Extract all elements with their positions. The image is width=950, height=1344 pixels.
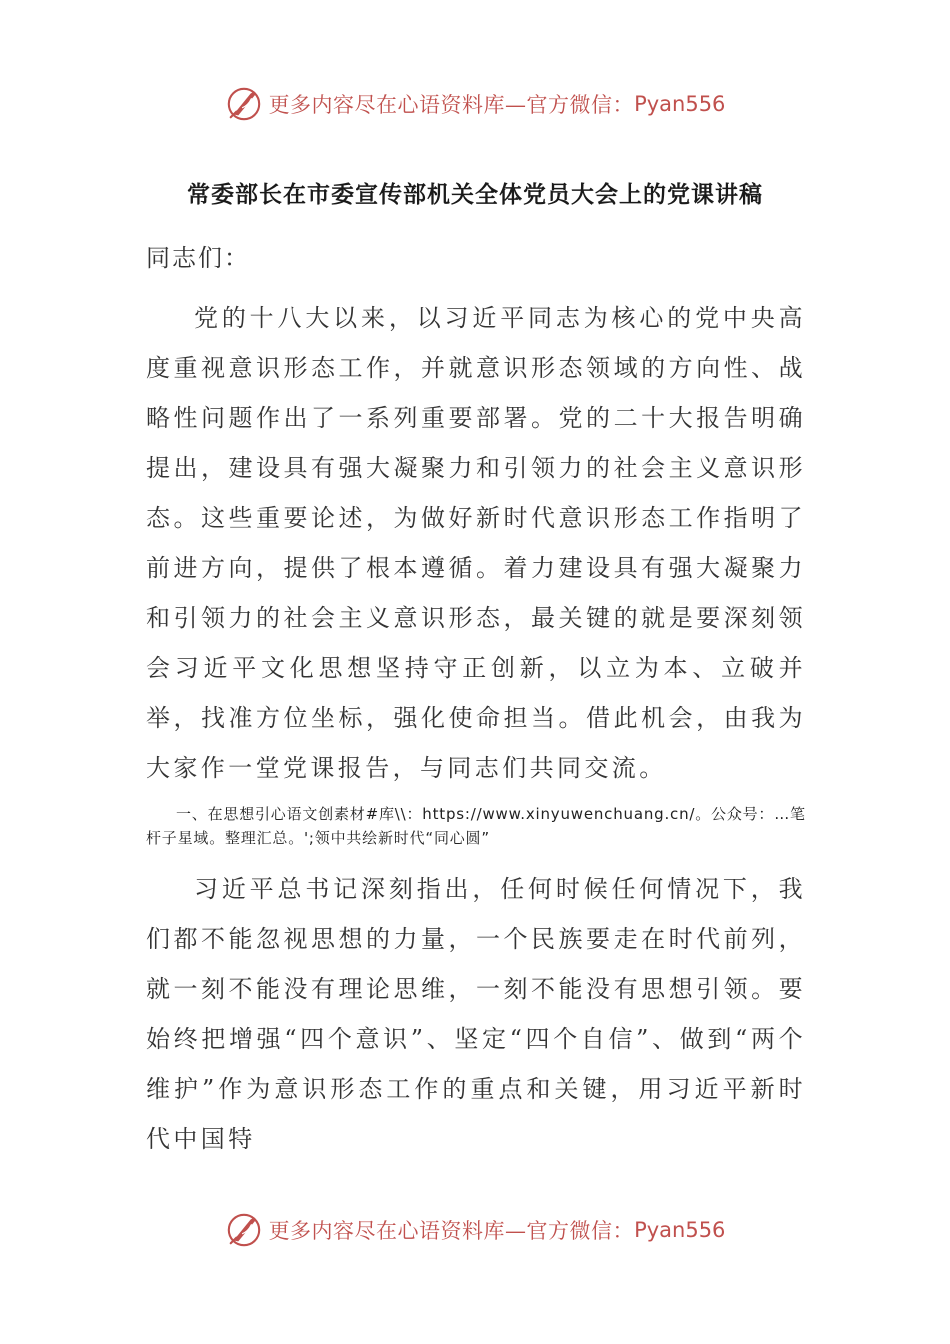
banner-wechat-handle: Pyan556 [634,1218,726,1242]
quill-pen-logo-icon [225,85,263,123]
footer-watermark-banner [0,1208,950,1252]
body-paragraph-1: 党的十八大以来，以习近平同志为核心的党中央高度重视意识形态工作，并就意识形态领域的方向性、战略性问题作出了一系列重要部署。党的二十大报告明确提出，建设具有强大凝聚力和引领力的社会主义意识形态。这些重要论述，为做好新时代意识形态工作指明了前进方向，提供了根本遵循。着力建设具有强大凝聚力和引领力的社会主义意识形态，最关键的就是要深刻领会习近平文化思想坚持守正创新，以立为本、立破并举，找准方位坐标，强化使命担当。借此机会，由我为大家作一堂党课报告，与同志们共同交流。 [146,304,806,782]
banner-text: 更多内容尽在心语资料库—官方微信： [268,1219,635,1243]
greeting: 同志们： [146,244,250,272]
banner-text: 更多内容尽在心语资料库—官方微信： [268,93,635,117]
document-title: 常委部长在市委宣传部机关全体党员大会上的党课讲稿 [187,182,763,208]
section-heading: 一、在思想引心语文创素材#库\\：https://www.xinyuwenchuang.cn/。公众号：…笔杆子星域。整理汇总。';领中共绘新时代“同心圆” [146,805,806,847]
quill-pen-logo-icon [225,1211,263,1249]
banner-wechat-handle: Pyan556 [634,92,726,116]
body-paragraph-2: 习近平总书记深刻指出，任何时候任何情况下，我们都不能忽视思想的力量，一个民族要走在时代前列，就一刻不能没有理论思维，一刻不能没有思想引领。要始终把增强“四个意识”、坚定“四个自信”、做到“两个维护”作为意识形态工作的重点和关键，用习近平新时代中国特 [146,875,806,1153]
header-watermark-banner [0,82,950,126]
